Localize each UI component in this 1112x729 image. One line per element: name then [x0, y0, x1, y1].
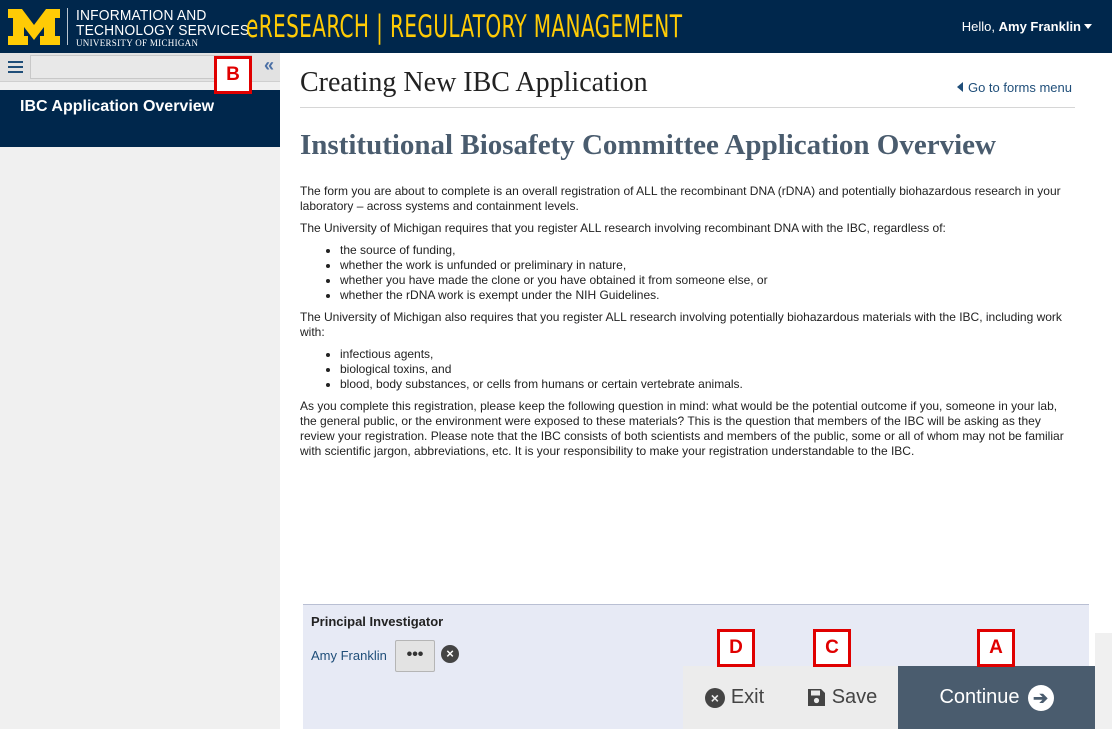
exit-button[interactable] — [683, 666, 786, 729]
university-logo[interactable] — [8, 9, 60, 45]
remove-pi-icon[interactable]: × — [441, 645, 459, 663]
pi-name-link[interactable]: Amy Franklin — [311, 648, 387, 663]
floppy-disk-icon — [807, 688, 826, 707]
collapse-sidebar-icon[interactable]: « — [263, 55, 274, 75]
list-item: • the source of funding, — [340, 243, 1070, 258]
its-line2: TECHNOLOGY SERVICES — [76, 22, 250, 39]
hamburger-menu-icon[interactable] — [3, 56, 27, 78]
rdna-list — [340, 243, 1070, 303]
its-line1: INFORMATION AND — [76, 7, 207, 24]
save-button[interactable] — [786, 666, 898, 729]
user-name: Amy Franklin — [998, 19, 1081, 34]
paragraph-3: The University of Michigan also requires that you register ALL research involving potentially biohazardous materials with the IBC, including work with: — [300, 310, 1062, 339]
list-item: • whether the work is unfunded or preliminary in nature, — [340, 258, 1070, 273]
list-item: • infectious agents, — [340, 347, 1070, 362]
user-menu[interactable] — [962, 19, 1092, 34]
list-item: • biological toxins, and — [340, 362, 1070, 377]
sidebar-item-ibc-application-overview[interactable]: IBC Application Overview — [0, 90, 280, 147]
list-item: • blood, body substances, or cells from humans or certain vertebrate animals. — [340, 377, 1070, 392]
exit-label: Exit — [730, 686, 765, 708]
paragraph-4: As you complete this registration, please keep the following question in mind: what would be the potential outcome if you, someone in your lab, the general public, or the environment were exposed to these materials? This is the question that members of the IBC will be asking as they review your registration. Please note that the IBC consists of both scientists and members of the public, some or all of whom may not be familiar with scientific jargon, abbreviations, etc. It is your responsibility to make your registration understandable to the IBC. — [300, 399, 1064, 458]
greeting-text: Hello, — [961, 19, 999, 34]
save-label: Save — [831, 686, 878, 708]
section-title: Institutional Biosafety Committee Application Overview — [300, 129, 996, 161]
continue-label: Continue — [939, 686, 1020, 708]
its-line3: UNIVERSITY OF MICHIGAN — [76, 38, 199, 48]
list-item: • whether you have made the clone or you have obtained it from someone else, or — [340, 273, 1070, 288]
its-wordmark — [76, 8, 264, 48]
annotation-marker-b: B — [214, 56, 252, 94]
title-divider — [300, 107, 1075, 108]
close-circle-icon: × — [705, 688, 725, 708]
go-to-forms-menu-link[interactable] — [957, 80, 1072, 95]
caret-down-icon — [1084, 24, 1092, 29]
sidebar — [0, 53, 280, 729]
app-header — [0, 0, 1112, 53]
annotation-marker-a: A — [977, 629, 1015, 667]
scrollbar[interactable] — [1095, 53, 1112, 633]
arrow-right-circle-icon: ➔ — [1028, 685, 1054, 711]
biohazard-list — [340, 347, 1070, 392]
continue-button[interactable] — [898, 666, 1095, 729]
annotation-marker-c: C — [813, 629, 851, 667]
go-to-forms-menu-label: Go to forms menu — [967, 80, 1072, 95]
paragraph-1: The form you are about to complete is an overall registration of ALL the recombinant DNA (rDNA) and potentially biohazardous research in your laboratory – across systems and containment levels. — [300, 184, 1061, 213]
page-title: Creating New IBC Application — [300, 67, 648, 98]
overview-text — [300, 184, 1070, 466]
caret-left-icon — [957, 82, 963, 92]
list-item: • whether the rDNA work is exempt under the NIH Guidelines. — [340, 288, 1070, 303]
action-bar — [683, 666, 1095, 729]
annotation-marker-d: D — [717, 629, 755, 667]
pi-more-button[interactable]: ••• — [395, 640, 435, 672]
pi-label: Principal Investigator — [311, 614, 444, 629]
app-title: eRESEARCH | REGULATORY MANAGEMENT — [246, 9, 683, 45]
paragraph-2: The University of Michigan requires that you register ALL research involving recombinant DNA with the IBC, regardless of: — [300, 221, 946, 235]
logo-divider — [67, 8, 68, 45]
